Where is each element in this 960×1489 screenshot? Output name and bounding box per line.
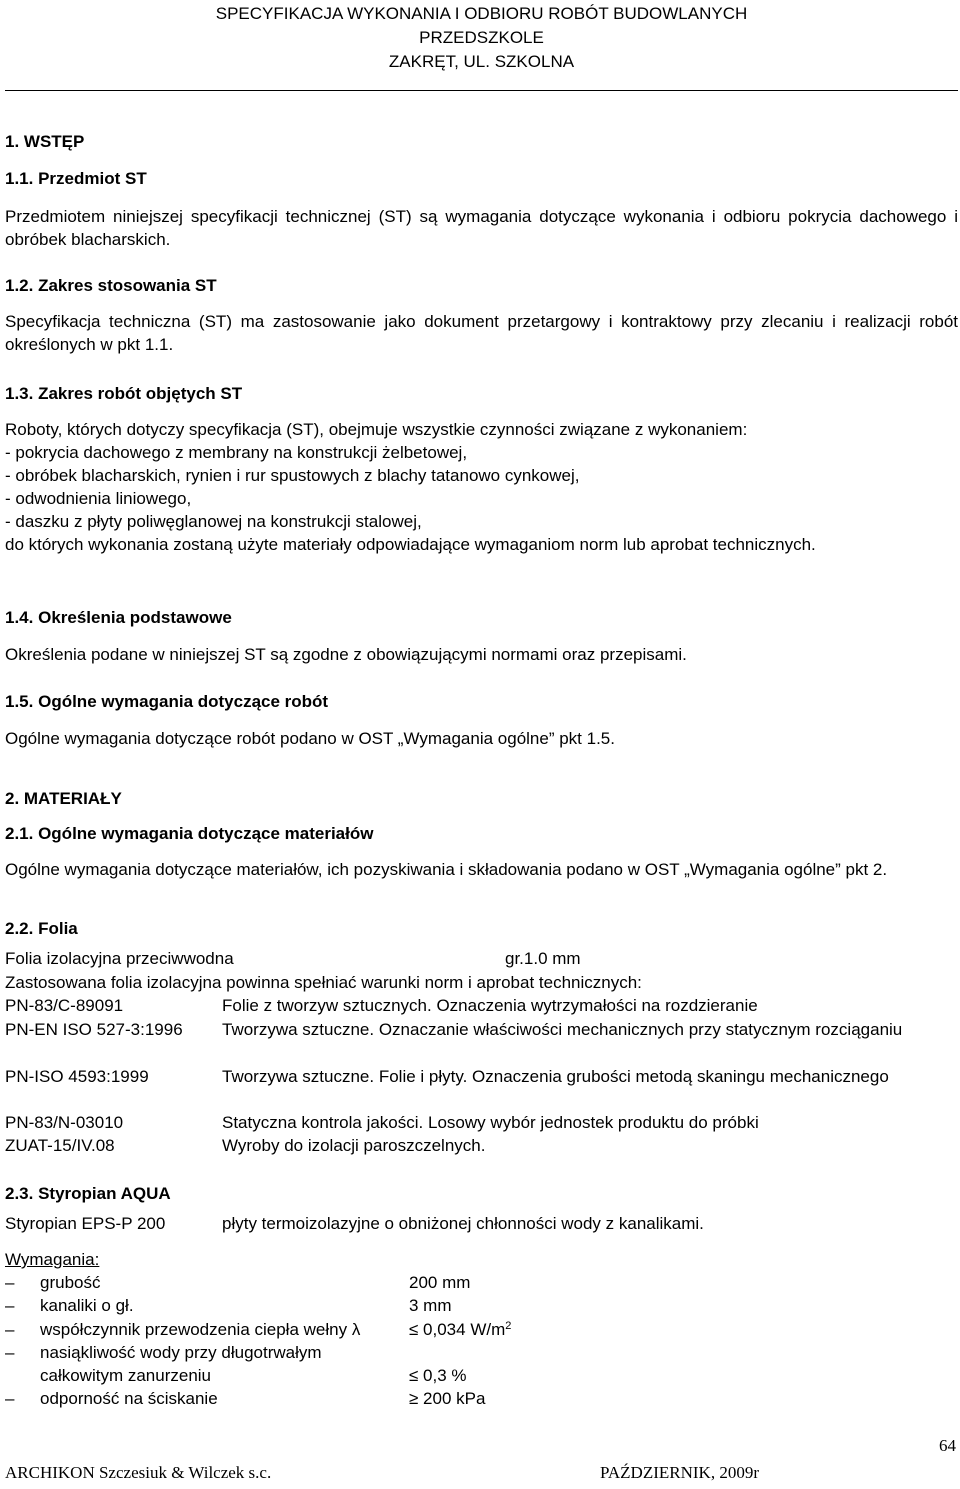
dash-bullet: –: [5, 1343, 15, 1362]
requirement-label: odporność na ściskanie: [40, 1389, 218, 1408]
norm-code: PN-83/N-03010: [5, 1113, 124, 1132]
folia-thickness: gr.1.0 mm: [505, 949, 581, 968]
header-line-1: SPECYFIKACJA WYKONANIA I ODBIORU ROBÓT BUDOWLANYCH: [215, 4, 748, 23]
section-1-5-title: Ogólne wymagania dotyczące robót: [38, 692, 329, 711]
section-1-3-heading: 1.3. Zakres robót objętych ST: [5, 384, 243, 403]
section-1-3-item-3: - odwodnienia liniowego,: [5, 489, 192, 508]
section-1-3-intro: Roboty, których dotyczy specyfikacja (ST), obejmuje wszystkie czynności związane z wykonaniem:: [5, 420, 748, 439]
section-2-3-heading: 2.3. Styropian AQUA: [5, 1184, 171, 1203]
product-description: płyty termoizolazyjne o obniżonej chłonności wody z kanalikami.: [222, 1214, 704, 1233]
dash-bullet: –: [5, 1273, 15, 1292]
norm-description: Tworzywa sztuczne. Folie i płyty. Oznaczenia grubości metodą skaningu mechanicznego: [222, 1067, 889, 1086]
requirement-label: współczynnik przewodzenia ciepła wełny λ: [40, 1320, 361, 1339]
section-2-2-heading: 2.2. Folia: [5, 919, 78, 938]
footer-date: PAŹDZIERNIK, 2009r: [600, 1463, 759, 1482]
norm-code: ZUAT-15/IV.08: [5, 1136, 115, 1155]
norm-description: Statyczna kontrola jakości. Losowy wybór jednostek produktu do próbki: [222, 1113, 759, 1132]
norm-code: PN-EN ISO 527-3:1996: [5, 1020, 183, 1039]
requirement-value: 200 mm: [409, 1273, 471, 1292]
section-1-1-text: Przedmiotem niniejszej specyfikacji technicznej (ST) są wymagania dotyczące wykonania i odbioru pokrycia dachowego i obróbek blacharskich.: [5, 207, 958, 249]
section-1-3-outro: do których wykonania zostaną użyte materiały odpowiadające wymaganiom norm lub aprobat technicznych.: [5, 535, 816, 554]
product-code: Styropian EPS-P 200: [5, 1214, 166, 1233]
section-1-5-text: Ogólne wymagania dotyczące robót podano w OST „Wymagania ogólne” pkt 1.5.: [5, 729, 615, 748]
requirement-value: ≤ 0,3 %: [409, 1366, 467, 1385]
section-1-4-heading: [5, 606, 958, 629]
requirement-value: 3 mm: [409, 1296, 452, 1315]
section-1-4-number: 1.4.: [5, 608, 34, 627]
dash-bullet: –: [5, 1320, 15, 1339]
requirement-label: całkowitym zanurzeniu: [40, 1366, 212, 1385]
norm-description: Wyroby do izolacji paroszczelnych.: [222, 1136, 486, 1155]
page-number: 64: [939, 1436, 956, 1455]
section-2-heading: 2. MATERIAŁY: [5, 789, 122, 808]
requirement-label: nasiąkliwość wody przy długotrwałym: [40, 1343, 322, 1362]
norm-code: PN-83/C-89091: [5, 996, 124, 1015]
norm-description: Folie z tworzyw sztucznych. Oznaczenia wytrzymałości na rozdzieranie: [222, 996, 758, 1015]
section-1-3-item-4: - daszku z płyty poliwęglanowej na konstrukcji stalowej,: [5, 512, 422, 531]
section-2-1-text: Ogólne wymagania dotyczące materiałów, ich pozyskiwania i składowania podano w OST „Wymagania ogólne” pkt 2.: [5, 860, 888, 879]
section-1-3-item-2: - obróbek blacharskich, rynien i rur spustowych z blachy tatanowo cynkowej,: [5, 466, 580, 485]
norm-code: PN-ISO 4593:1999: [5, 1067, 149, 1086]
footer-company: ARCHIKON Szczesiuk & Wilczek s.c.: [5, 1463, 272, 1482]
requirement-label: kanaliki o gł.: [40, 1296, 134, 1315]
folia-requirements-intro: Zastosowana folia izolacyjna powinna spełniać warunki norm i aprobat technicznych:: [5, 973, 642, 992]
requirements-heading: Wymagania:: [5, 1250, 100, 1269]
section-1-3-item-1: - pokrycia dachowego z membrany na konstrukcji żelbetowej,: [5, 443, 468, 462]
dash-bullet: –: [5, 1296, 15, 1315]
folia-name: Folia izolacyjna przeciwwodna: [5, 949, 234, 968]
requirement-value: ≥ 200 kPa: [409, 1389, 486, 1408]
requirement-value: ≤ 0,034 $W/m^2$: [409, 1320, 512, 1339]
section-2-1-heading: 2.1. Ogólne wymagania dotyczące materiałów: [5, 824, 374, 843]
section-1-5-number: 1.5.: [5, 692, 34, 711]
section-1-heading: 1. WSTĘP: [5, 132, 85, 151]
section-1-2-text: Specyfikacja techniczna (ST) ma zastosowanie jako dokument przetargowy i kontraktowy przy zlecaniu i realizacji robót określonych w pkt 1.1.: [5, 312, 958, 354]
dash-bullet: –: [5, 1389, 15, 1408]
header-line-2: PRZEDSZKOLE: [419, 28, 544, 47]
requirement-label: grubość: [40, 1273, 101, 1292]
norm-description: Tworzywa sztuczne. Oznaczanie właściwości mechanicznych przy statycznym rozciąganiu: [222, 1020, 903, 1039]
section-1-4-title: Określenia podstawowe: [38, 608, 232, 627]
section-1-1-heading: 1.1. Przedmiot ST: [5, 169, 147, 188]
page-header: [5, 0, 958, 74]
header-line-3: ZAKRĘT, UL. SZKOLNA: [388, 52, 575, 71]
section-1-2-heading: 1.2. Zakres stosowania ST: [5, 276, 217, 295]
section-1-5-heading: [5, 690, 958, 713]
header-divider: [5, 90, 958, 91]
section-1-4-text: Określenia podane w niniejszej ST są zgodne z obowiązującymi normami oraz przepisami.: [5, 645, 687, 664]
superscript: 2: [505, 1320, 512, 1332]
